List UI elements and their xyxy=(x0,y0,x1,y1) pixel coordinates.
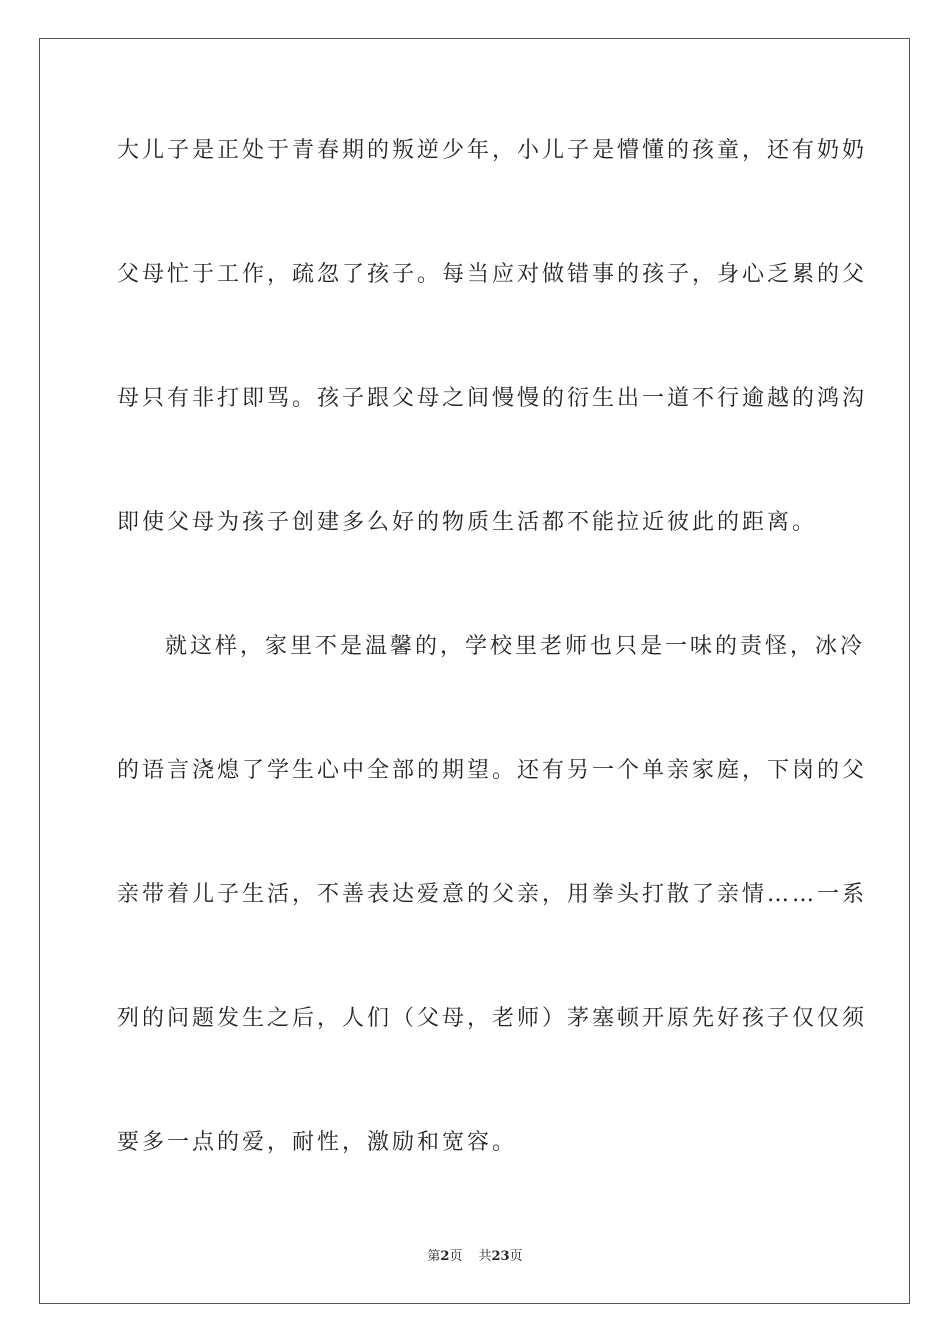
body-line-3: 母只有非打即骂。孩子跟父母之间慢慢的衍生出一道不行逾越的鸿沟 xyxy=(117,386,868,411)
page-footer xyxy=(0,1248,950,1266)
page-prefix: 第 xyxy=(427,1249,441,1264)
body-line-6: 的语言浇熄了学生心中全部的期望。还有另一个单亲家庭，下岗的父 xyxy=(117,758,868,783)
total-suffix: 页 xyxy=(509,1249,523,1264)
page-suffix: 页 xyxy=(449,1249,463,1264)
body-line-9: 要多一点的爱，耐性，激励和宽容。 xyxy=(117,1130,518,1155)
body-line-1: 大儿子是正处于青春期的叛逆少年，小儿子是懵懂的孩童，还有奶奶 xyxy=(117,138,868,163)
body-line-2: 父母忙于工作，疏忽了孩子。每当应对做错事的孩子，身心乏累的父 xyxy=(117,262,868,287)
body-line-5: 就这样，家里不是温馨的，学校里老师也只是一味的责怪，冰冷 xyxy=(165,634,866,659)
total-pages: 23 xyxy=(491,1249,510,1264)
body-line-4: 即使父母为孩子创建多么好的物质生活都不能拉近彼此的距离。 xyxy=(117,510,818,535)
total-prefix: 共 xyxy=(478,1249,492,1264)
body-line-7: 亲带着儿子生活，不善表达爱意的父亲，用拳头打散了亲情……一系 xyxy=(117,882,868,907)
page-number: 2 xyxy=(440,1249,450,1264)
page-border xyxy=(39,38,910,1304)
body-line-8: 列的问题发生之后，人们（父母，老师）茅塞顿开原先好孩子仅仅须 xyxy=(117,1006,868,1031)
